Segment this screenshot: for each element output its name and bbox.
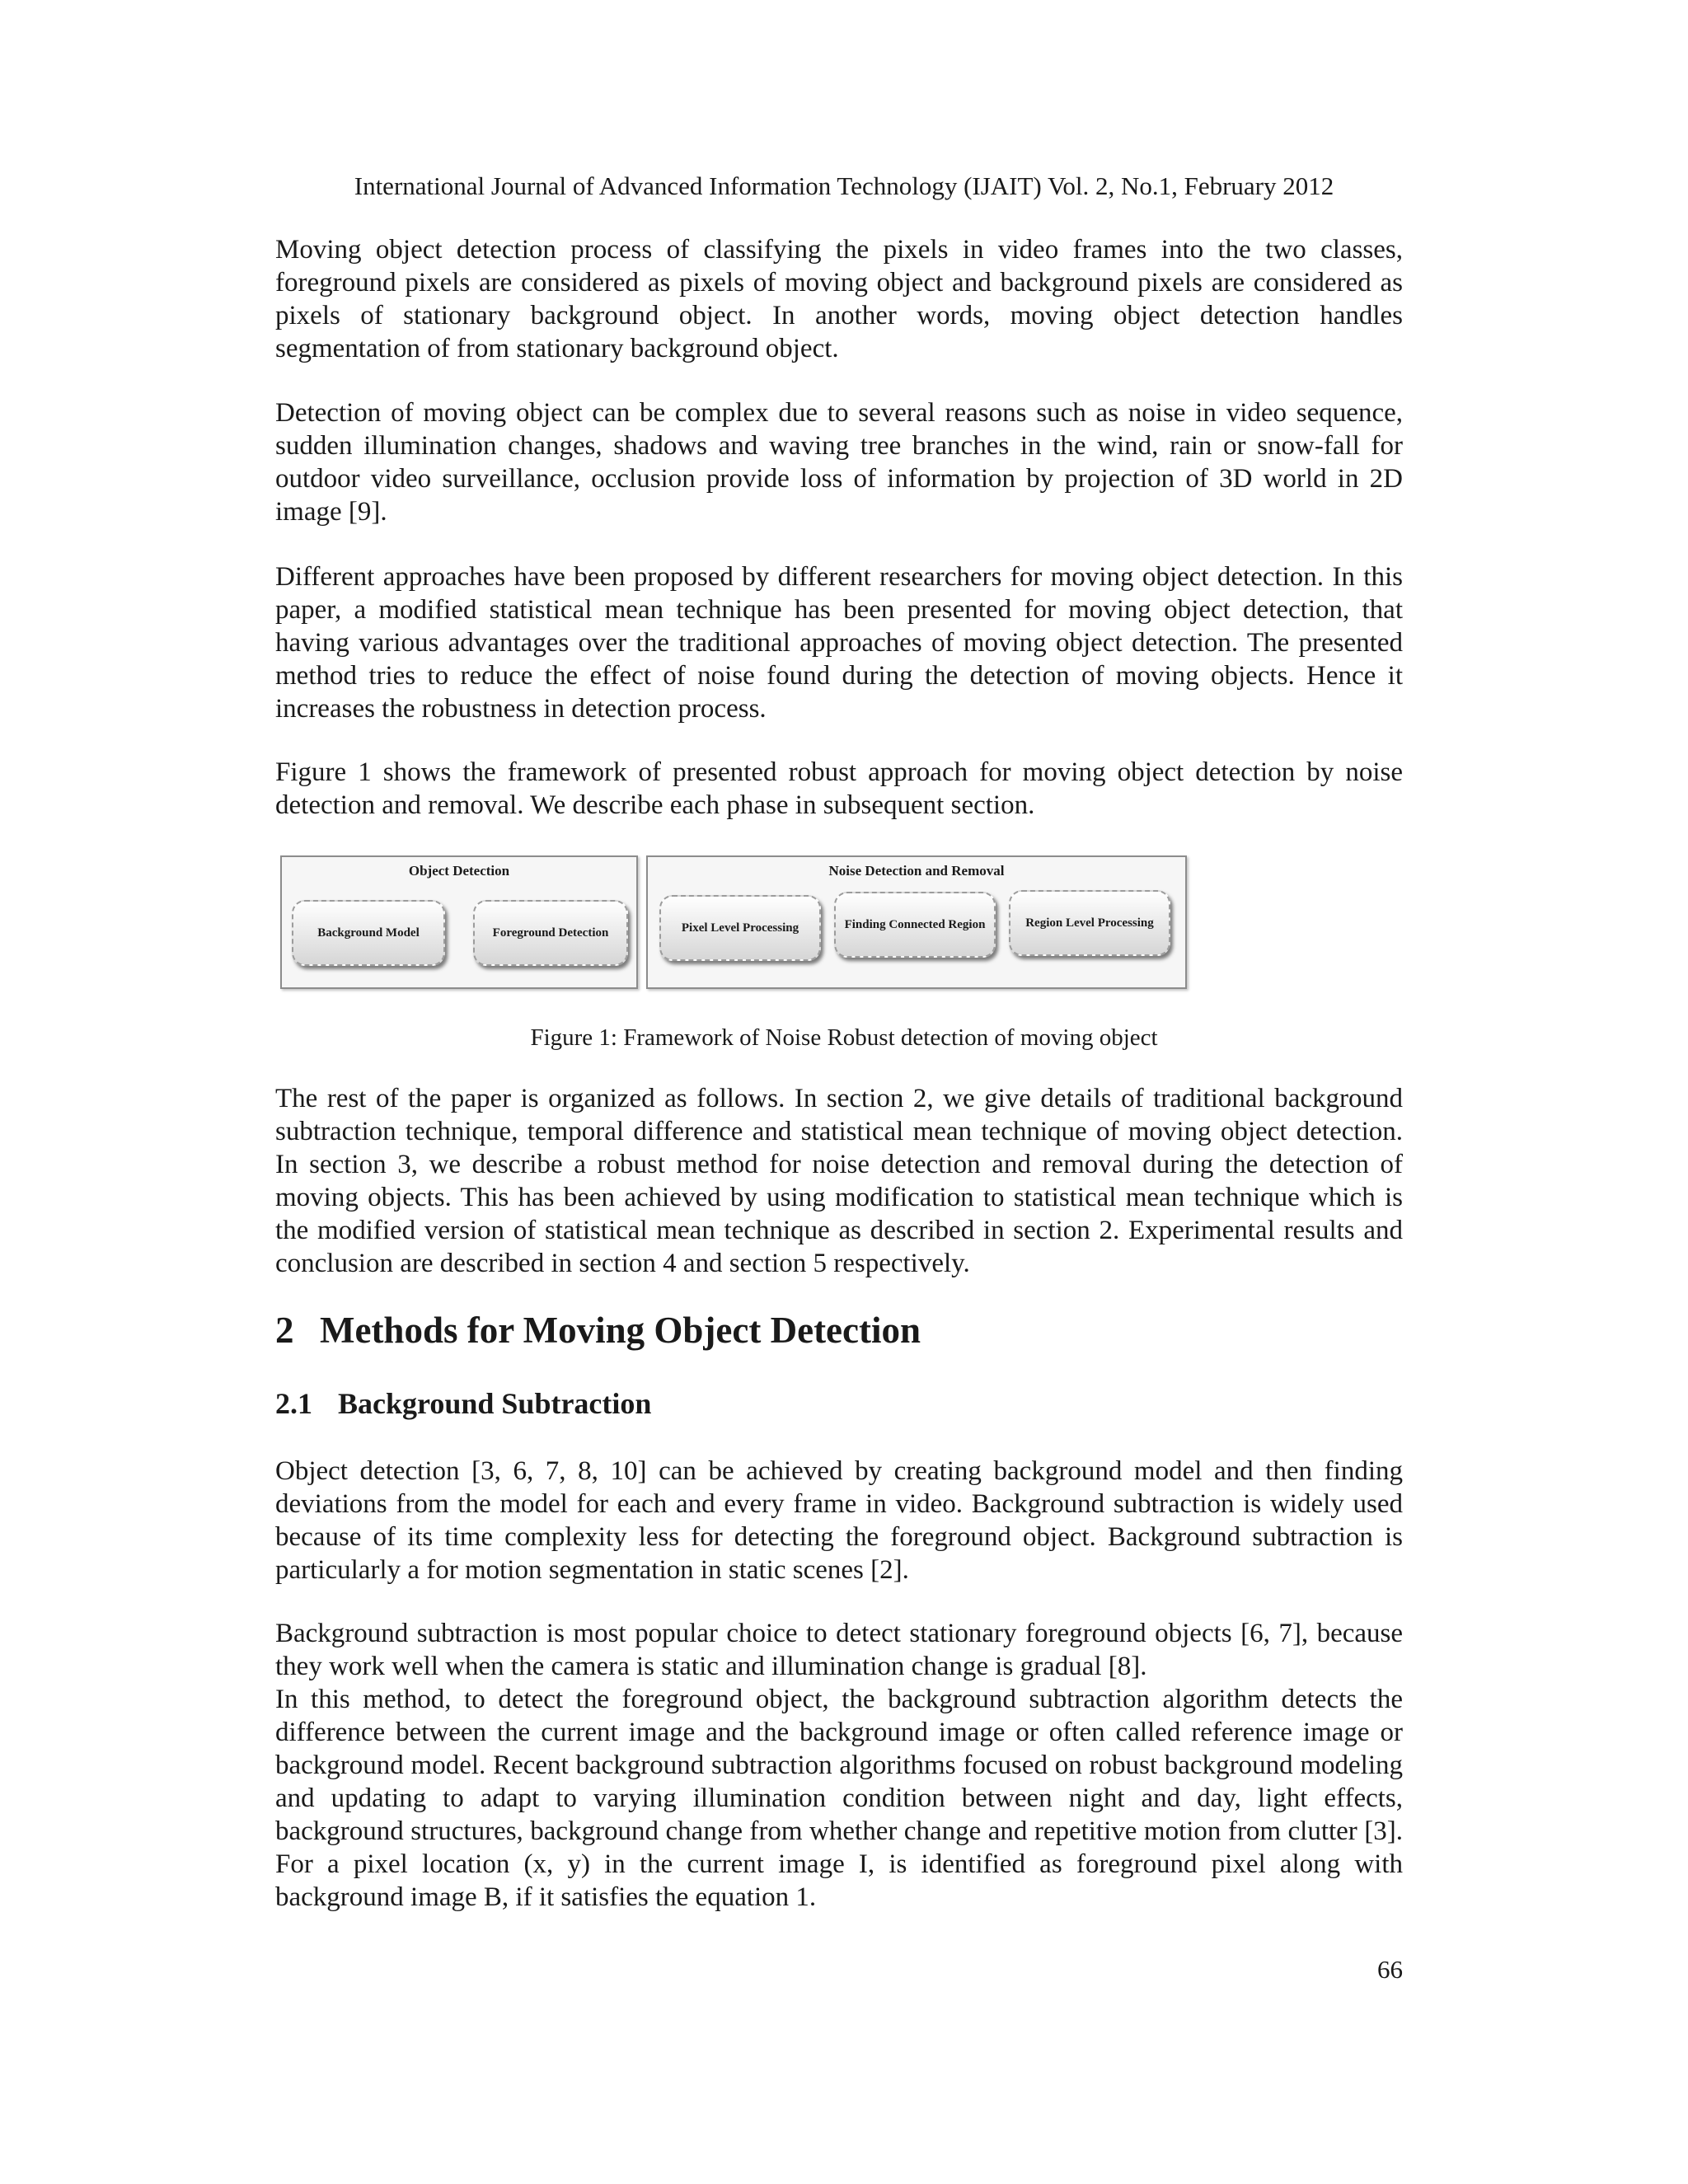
section-heading xyxy=(275,1307,921,1353)
intro-paragraph: Different approaches have been proposed by different researchers for moving object detection. In this paper, a modified statistical mean technique has been presented for moving object detection, that having various advantages over the traditional approaches of moving object detection. The presented method tries to reduce the effect of noise found during the detection of moving objects. Hence it increases the robustness in detection process. xyxy=(275,562,1403,724)
organization-paragraph-block xyxy=(275,1082,1403,1280)
section-title: Methods for Moving Object Detection xyxy=(320,1310,921,1351)
node-label: Background Model xyxy=(317,926,420,940)
intro-paragraph: Figure 1 shows the framework of presented robust approach for moving object detection by noise detection and removal. We describe each phase in subsequent section. xyxy=(275,757,1403,820)
finding-connected-region-node xyxy=(834,892,996,958)
subsection-paragraph-1-block xyxy=(275,1455,1403,1586)
subsection-title: Background Subtraction xyxy=(338,1387,652,1420)
node-label: Foreground Detection xyxy=(492,926,609,940)
intro-paragraph: Moving object detection process of classifying the pixels in video frames into the two classes, foreground pixels are considered as pixels of moving object and background pixels are considered as pixels of stationary background object. In another words, moving object detection handles segmentation of from stationary background object. xyxy=(275,235,1403,363)
subsection-paragraph-2-block xyxy=(275,1617,1403,1914)
framework-figure xyxy=(280,855,1187,996)
running-header: International Journal of Advanced Information Technology (IJAIT) Vol. 2, No.1, February 2012 xyxy=(354,171,1334,200)
subsection-number: 2.1 xyxy=(275,1387,312,1420)
page-number: 66 xyxy=(1377,1955,1403,1984)
intro-paragraph-4-block xyxy=(275,756,1403,822)
node-label: Region Level Processing xyxy=(1025,916,1154,930)
body-paragraph: Background subtraction is most popular choice to detect stationary foreground objects [6, 7], because they work well when the camera is static and illumination change is gradual [8]. xyxy=(275,1619,1403,1681)
intro-paragraph-2-block xyxy=(275,396,1403,528)
intro-paragraph-3-block xyxy=(275,560,1403,725)
foreground-detection-node xyxy=(473,900,628,966)
subsection-heading xyxy=(275,1385,651,1422)
intro-paragraph-1-block xyxy=(275,233,1403,365)
background-model-node xyxy=(292,900,445,966)
object-detection-panel xyxy=(280,855,638,989)
section-number: 2 xyxy=(275,1310,294,1351)
node-label: Finding Connected Region xyxy=(844,918,986,931)
figure-caption: Figure 1: Framework of Noise Robust detection of moving object xyxy=(530,1024,1158,1051)
region-level-processing-node xyxy=(1009,890,1170,956)
node-label: Pixel Level Processing xyxy=(681,921,799,935)
organization-paragraph: The rest of the paper is organized as follows. In section 2, we give details of traditional background subtraction technique, temporal difference and statistical mean technique of moving object detection. In section 3, we describe a robust method for noise detection and removal during the detection of moving objects. This has been achieved by using modification to statistical mean technique which is the modified version of statistical mean technique as described in section 2. Experimental results and conclusion are described in section 4 and section 5 respectively. xyxy=(275,1084,1403,1278)
pixel-level-processing-node xyxy=(659,895,821,961)
intro-paragraph: Detection of moving object can be complex due to several reasons such as noise in video sequence, sudden illumination changes, shadows and waving tree branches in the wind, rain or snow-fall for outdoor video surveillance, occlusion provide loss of information by projection of 3D world in 2D image [9]. xyxy=(275,398,1403,527)
panel-title: Noise Detection and Removal xyxy=(828,863,1005,879)
noise-detection-panel xyxy=(646,855,1187,989)
body-paragraph: In this method, to detect the foreground object, the background subtraction algorithm detects the difference between the current image and the background image or often called reference image or background model. Recent background subtraction algorithms focused on robust background modeling and updating to adapt to varying illumination condition between night and day, light effects, background structures, background change from whether change and repetitive motion from clutter [3]. For a pixel location (x, y) in the current image I, is identified as foreground pixel along with background image B, if it satisfies the equation 1. xyxy=(275,1685,1403,1912)
panel-title: Object Detection xyxy=(408,863,510,879)
body-paragraph: Object detection [3, 6, 7, 8, 10] can be achieved by creating background model and then finding deviations from the model for each and every frame in video. Background subtraction is widely used because of its time complexity less for detecting the foreground object. Background subtraction is particularly a for motion segmentation in static scenes [2]. xyxy=(275,1456,1403,1585)
